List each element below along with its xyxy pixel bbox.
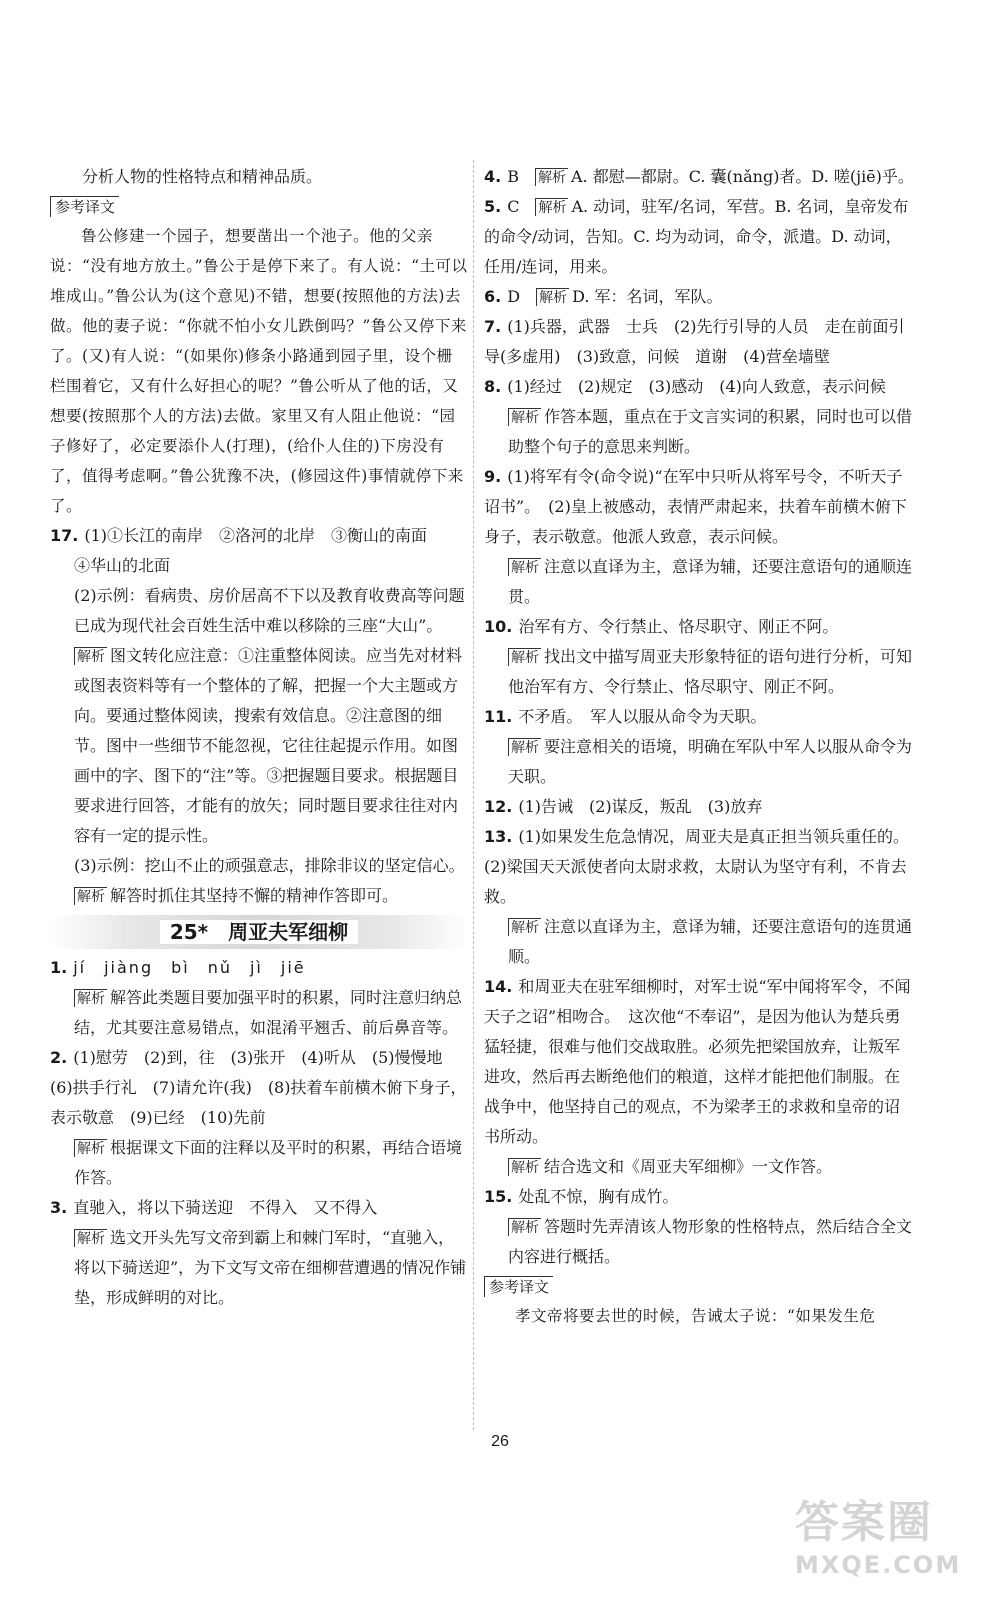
question-4 bbox=[484, 162, 914, 192]
reference-translation bbox=[484, 1301, 914, 1331]
analysis-text: 结合选文和《周亚夫军细柳》一文作答。 bbox=[544, 1157, 833, 1176]
analysis-tag: 解析 bbox=[508, 1218, 541, 1236]
question-number: 8. bbox=[484, 377, 502, 396]
translation-text: 孝文帝将要去世的时候，告诫太子说：“如果发生危 bbox=[515, 1307, 876, 1325]
answer-text: D bbox=[507, 287, 537, 306]
analysis-text: A. 动词，驻军/名词，军营。B. 名词，皇帝发布的命令/动词，告知。C. 均为动词，命令，派遣。D. 动词，任用/连词，用来。 bbox=[484, 197, 909, 276]
question-12 bbox=[484, 792, 914, 822]
answer-text: (3)示例：挖山不止的顽强意志，排除非议的坚定信心。 bbox=[74, 856, 465, 875]
analysis-text: 图文转化应注意：①注重整体阅读。应当先对材料或图表资料等有一个整体的了解，把握一个大主题或方向。要通过整体阅读，搜索有效信息。②注意图的细节。图中一些细节不能忽视，它往往起提示作用。如图画中的字、图下的“注”等。③把握题目要求。根据题目要求进行回答，才能有的放矢；同时题目要求往往对内容有一定的提示性。 bbox=[74, 646, 463, 845]
question-number: 14. bbox=[484, 977, 513, 996]
question-17 bbox=[50, 521, 468, 911]
reference-translation-tag: 参考译文 bbox=[484, 1276, 553, 1297]
question-number: 10. bbox=[484, 617, 513, 636]
analysis-text: 作答本题，重点在于文言实词的积累，同时也可以借助整个句子的意思来判断。 bbox=[508, 407, 913, 456]
analysis-text: 解答时抓住其坚持不懈的精神作答即可。 bbox=[110, 886, 399, 905]
answer-text: (2)示例：看病贵、房价居高不下以及教育收费高等问题已成为现代社会百姓生活中难以移除的三座“大山”。 bbox=[74, 586, 465, 635]
question-number: 12. bbox=[484, 797, 513, 816]
question-3 bbox=[50, 1193, 468, 1313]
answer-text: 直驰入，将以下骑送迎 不得入 又不得入 bbox=[73, 1198, 378, 1217]
answer-text: 和周亚夫在驻军细柳时，对军士说“军中闻将军令，不闻天子之诏”相吻合。 这次他“不奉诏”，是因为他认为楚兵勇猛轻捷，很难与他们交战取胜。必须先把梁国放弃，让叛军进攻，然后再去断绝他们的粮道，这样才能把他们制服。在战争中，他坚持自己的观点，不为梁孝王的求救和皇帝的诏书所动。 bbox=[484, 977, 911, 1146]
analysis-tag: 解析 bbox=[508, 648, 541, 666]
answer-text: (1)经过 (2)规定 (3)感动 (4)向人致意，表示问候 bbox=[507, 377, 886, 396]
question-number: 3. bbox=[50, 1198, 68, 1217]
analysis-text: 根据课文下面的注释以及平时的积累，再结合语境作答。 bbox=[74, 1138, 463, 1187]
answer-text: 治军有方、令行禁止、恪尽职守、刚正不阿。 bbox=[518, 617, 839, 636]
question-number: 11. bbox=[484, 707, 513, 726]
analysis-text: A. 都慰—都尉。C. 囊(nǎng)者。D. 嗟(jiē)乎。 bbox=[570, 167, 914, 186]
answer-text: (1)将军有令(命令说)“在军中只听从将军号令，不听天子诏书”。 (2)皇上被感动，表情严肃起来，扶着车前横木俯下身子，表示敬意。他派人致意，表示问候。 bbox=[484, 467, 907, 546]
question-number: 13. bbox=[484, 827, 513, 846]
question-10 bbox=[484, 612, 914, 702]
analysis-tag: 解析 bbox=[535, 168, 568, 186]
question-number: 2. bbox=[50, 1048, 68, 1067]
analysis-tag: 解析 bbox=[508, 558, 541, 576]
question-number: 5. bbox=[484, 197, 502, 216]
question-number: 1. bbox=[50, 958, 68, 977]
answer-text: (1)如果发生危急情况，周亚夫是真正担当领兵重任的。 (2)梁国天天派使者向太尉求救，太尉认为坚守有利，不肯去救。 bbox=[484, 827, 918, 906]
reference-translation-tag: 参考译文 bbox=[50, 196, 119, 217]
analysis-text: 注意以直译为主，意译为辅，还要注意语句的通顺连贯。 bbox=[508, 557, 913, 606]
question-number: 7. bbox=[484, 317, 502, 336]
translation-text: 鲁公修建一个园子，想要凿出一个池子。他的父亲说：“没有地方放土。”鲁公于是停下来了。有人说：“土可以堆成山。”鲁公认为(这个意见)不错，想要(按照他的方法)去做。他的妻子说：“你就不怕小女儿跌倒吗？”鲁公又停下来了。(又)有人说：“(如果你)修条小路通到园子里，设个栅栏围着它，又有什么好担心的呢？”鲁公听从了他的话，又想要(按照那个人的方法)去做。家里又有人阻止他说：“园子修好了，必定要添仆人(打理)，(给仆人住的)下房没有了，值得考虑啊。”鲁公犹豫不决，(修园这件)事情就停下来了。 bbox=[50, 227, 468, 515]
answer-text: C bbox=[507, 197, 536, 216]
page-number: 26 bbox=[491, 1433, 509, 1450]
analysis-text: 要注意相关的语境，明确在军队中军人以服从命令为天职。 bbox=[508, 737, 913, 786]
analysis-tag: 解析 bbox=[74, 1139, 107, 1157]
question-number: 9. bbox=[484, 467, 502, 486]
watermark-url: MXQE.COM bbox=[795, 1551, 962, 1579]
question-2 bbox=[50, 1043, 468, 1193]
question-number: 17. bbox=[50, 526, 79, 545]
analysis-text: 选文开头先写文帝到霸上和棘门军时，“直驰入，将以下骑送迎”，为下文写文帝在细柳营遭遇的情况作铺垫，形成鲜明的对比。 bbox=[74, 1228, 467, 1307]
analysis-tag: 解析 bbox=[74, 989, 107, 1007]
intro-text: 分析人物的性格特点和精神品质。 bbox=[82, 167, 323, 186]
question-9 bbox=[484, 462, 914, 612]
question-15 bbox=[484, 1182, 914, 1272]
question-8 bbox=[484, 372, 914, 462]
section-title: 25* 周亚夫军细柳 bbox=[160, 920, 358, 944]
answer-text: 不矛盾。 军人以服从命令为天职。 bbox=[518, 707, 767, 726]
answer-text: (1)告诫 (2)谋反，叛乱 (3)放弃 bbox=[518, 797, 763, 816]
analysis-tag: 解析 bbox=[508, 918, 541, 936]
analysis-text: 注意以直译为主，意译为辅，还要注意语句的连贯通顺。 bbox=[508, 917, 913, 966]
question-number: 4. bbox=[484, 167, 502, 186]
reference-translation bbox=[50, 221, 468, 521]
question-1 bbox=[50, 953, 468, 1043]
analysis-tag: 解析 bbox=[536, 288, 569, 306]
question-11 bbox=[484, 702, 914, 792]
analysis-text: D. 军：名词，军队。 bbox=[572, 287, 723, 306]
question-5 bbox=[484, 192, 914, 282]
question-6 bbox=[484, 282, 914, 312]
analysis-tag: 解析 bbox=[508, 738, 541, 756]
watermark-logo bbox=[795, 1495, 985, 1595]
analysis-tag: 解析 bbox=[74, 647, 107, 665]
analysis-tag: 解析 bbox=[508, 1158, 541, 1176]
question-13 bbox=[484, 822, 918, 972]
answer-text: 处乱不惊，胸有成竹。 bbox=[518, 1187, 679, 1206]
question-7 bbox=[484, 312, 914, 372]
answer-text: (1)兵器，武器 士兵 (2)先行引导的人员 走在前面引导(多虚用) (3)致意，问候 道谢 (4)营垒墙壁 bbox=[484, 317, 905, 366]
answer-text: jí jiàng bì nǔ jì jiē bbox=[73, 958, 306, 977]
right-column bbox=[484, 162, 918, 1331]
column-divider bbox=[473, 160, 474, 1430]
answer-text: (1)慰劳 (2)到，往 (3)张开 (4)听从 (5)慢慢地 (6)拱手行礼 (7)请允许(我) (8)扶着车前横木俯下身子，表示敬意 (9)已经 (10)先前 bbox=[50, 1048, 467, 1127]
analysis-text: 答题时先弄清该人物形象的性格特点，然后结合全文内容进行概括。 bbox=[508, 1217, 913, 1266]
section-heading bbox=[50, 915, 468, 949]
left-column bbox=[50, 162, 468, 1313]
question-14 bbox=[484, 972, 914, 1182]
answer-text: (1)①长江的南岸 ②洛河的北岸 ③衡山的南面 bbox=[84, 526, 428, 545]
analysis-text: 找出文中描写周亚夫形象特征的语句进行分析，可知他治军有方、令行禁止、恪尽职守、刚正不阿。 bbox=[508, 647, 913, 696]
answer-text: B bbox=[507, 167, 535, 186]
analysis-tag: 解析 bbox=[74, 887, 107, 905]
analysis-text: 解答此类题目要加强平时的积累，同时注意归纳总结，尤其要注意易错点，如混淆平翘舌、前后鼻音等。 bbox=[74, 988, 463, 1037]
analysis-tag: 解析 bbox=[508, 408, 541, 426]
question-number: 6. bbox=[484, 287, 502, 306]
analysis-tag: 解析 bbox=[535, 198, 568, 216]
answer-text: ④华山的北面 bbox=[74, 556, 171, 575]
question-number: 15. bbox=[484, 1187, 513, 1206]
watermark-glyphs: 答案圈 bbox=[795, 1497, 933, 1548]
analysis-tag: 解析 bbox=[74, 1229, 107, 1247]
